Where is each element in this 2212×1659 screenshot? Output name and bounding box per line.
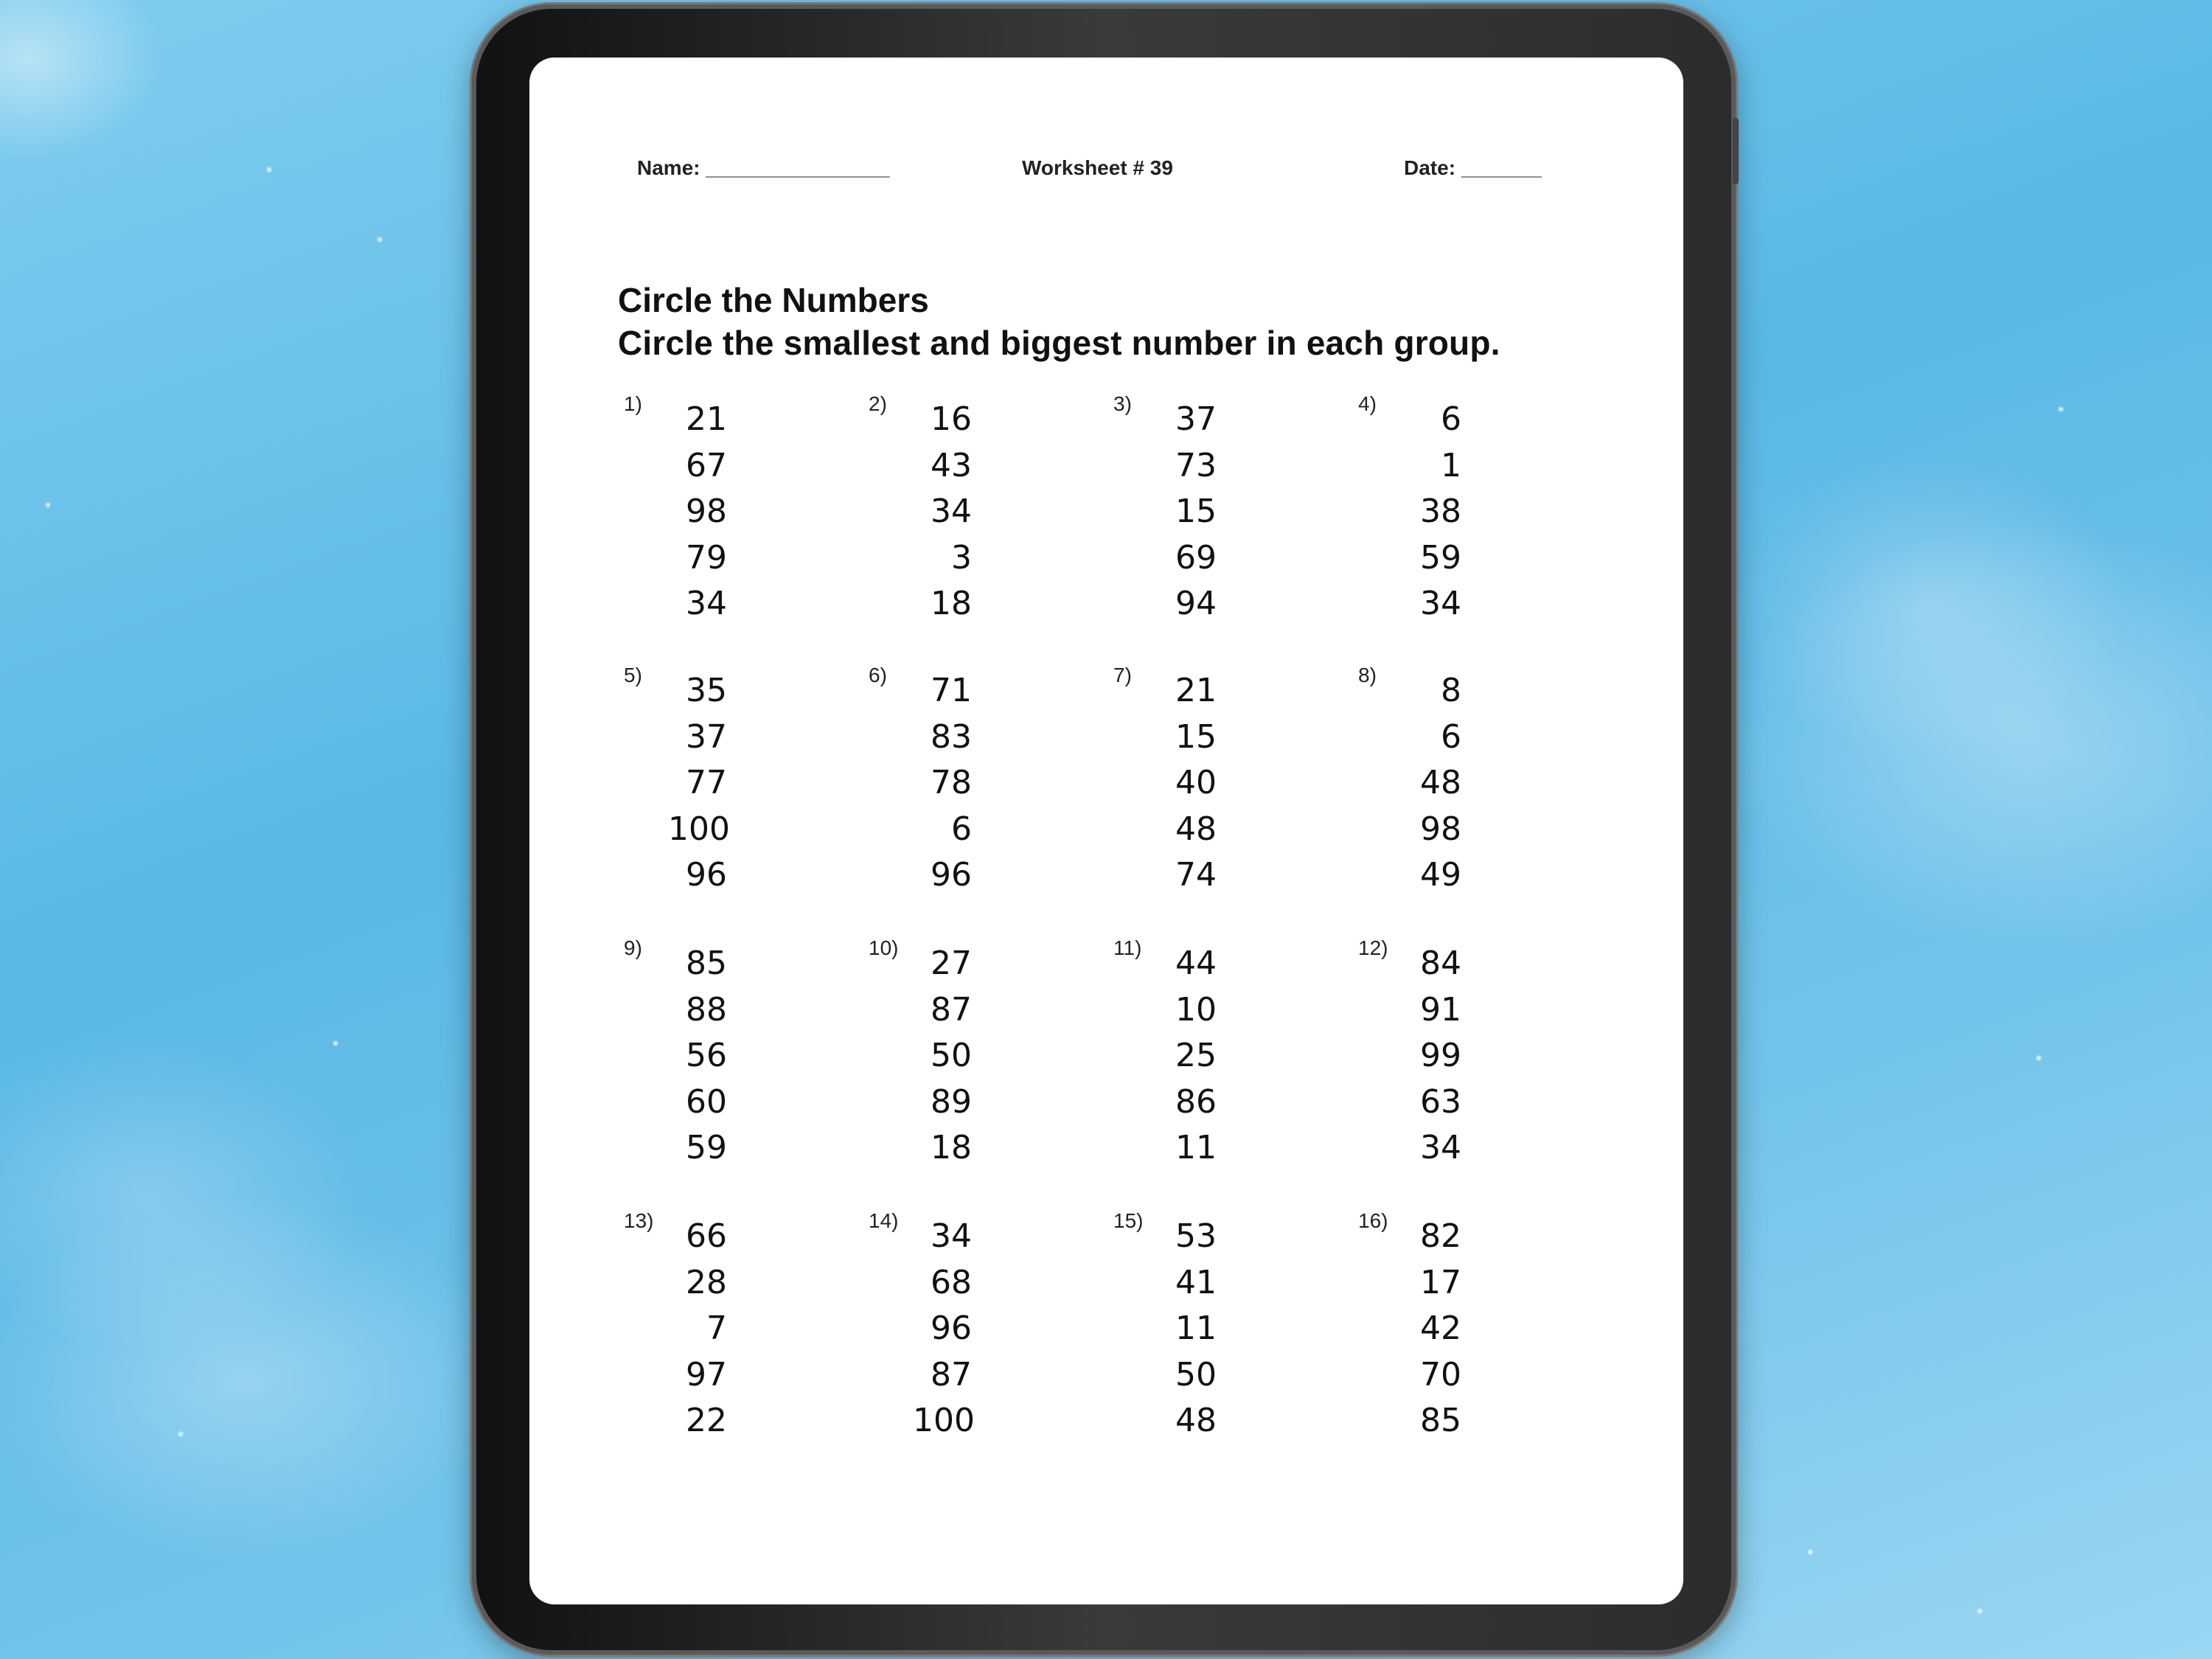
name-field-label: Name: ________________ bbox=[637, 156, 890, 179]
number-item[interactable]: 83 bbox=[931, 717, 972, 756]
number-item[interactable]: 89 bbox=[931, 1082, 972, 1121]
number-item[interactable]: 21 bbox=[1175, 672, 1217, 709]
problem-number: 14) bbox=[869, 1209, 899, 1232]
number-item[interactable]: 16 bbox=[931, 400, 972, 438]
number-item[interactable]: 3 bbox=[951, 538, 972, 577]
number-list bbox=[913, 1214, 975, 1444]
problem-number: 2) bbox=[869, 392, 887, 415]
number-item[interactable]: 100 bbox=[913, 1402, 975, 1439]
date-field-label: Date: _______ bbox=[1404, 156, 1542, 179]
number-item[interactable]: 82 bbox=[1420, 1217, 1461, 1255]
number-item[interactable]: 87 bbox=[931, 1355, 972, 1394]
number-item[interactable]: 86 bbox=[1175, 1082, 1217, 1121]
number-list bbox=[1158, 1214, 1217, 1444]
problem-number: 16) bbox=[1358, 1209, 1388, 1232]
problem-number: 7) bbox=[1113, 664, 1132, 686]
problem-number: 1) bbox=[624, 392, 642, 415]
sparkle bbox=[1806, 1548, 1814, 1556]
number-item[interactable]: 59 bbox=[1420, 538, 1461, 577]
number-item[interactable]: 37 bbox=[686, 717, 727, 756]
number-list bbox=[1402, 668, 1461, 899]
number-item[interactable]: 48 bbox=[1175, 1402, 1217, 1439]
number-item[interactable]: 18 bbox=[931, 1129, 972, 1166]
number-item[interactable]: 28 bbox=[686, 1263, 727, 1301]
sparkle bbox=[376, 236, 383, 243]
number-item[interactable]: 1 bbox=[1441, 446, 1461, 484]
number-list bbox=[668, 1214, 727, 1444]
problem-number: 5) bbox=[624, 664, 642, 686]
number-item[interactable]: 66 bbox=[686, 1217, 727, 1255]
number-list bbox=[1158, 941, 1217, 1172]
number-item[interactable]: 79 bbox=[686, 538, 727, 577]
number-item[interactable]: 50 bbox=[931, 1037, 972, 1074]
number-list bbox=[668, 397, 727, 627]
worksheet-number: Worksheet # 39 bbox=[1022, 156, 1173, 179]
sparkle bbox=[177, 1430, 184, 1438]
number-item[interactable]: 78 bbox=[931, 764, 972, 801]
number-item[interactable]: 67 bbox=[686, 446, 727, 484]
number-item[interactable]: 87 bbox=[931, 990, 972, 1029]
number-item[interactable]: 37 bbox=[1175, 400, 1217, 438]
number-item[interactable]: 43 bbox=[931, 446, 972, 484]
number-list bbox=[1402, 941, 1461, 1172]
number-item[interactable]: 85 bbox=[686, 945, 727, 982]
sparkle bbox=[2035, 1054, 2042, 1062]
number-item[interactable]: 27 bbox=[931, 945, 972, 982]
problem-number: 4) bbox=[1358, 392, 1377, 415]
number-item[interactable]: 96 bbox=[931, 1310, 972, 1347]
number-item[interactable]: 59 bbox=[686, 1129, 727, 1166]
number-item[interactable]: 88 bbox=[686, 990, 727, 1029]
number-item[interactable]: 18 bbox=[931, 585, 972, 622]
number-list bbox=[913, 397, 972, 627]
number-item[interactable]: 77 bbox=[686, 764, 727, 801]
number-item[interactable]: 96 bbox=[931, 856, 972, 894]
number-item[interactable]: 44 bbox=[1175, 945, 1217, 982]
number-item[interactable]: 40 bbox=[1175, 764, 1217, 801]
number-item[interactable]: 41 bbox=[1175, 1263, 1217, 1301]
problem-number: 10) bbox=[869, 936, 899, 959]
number-list bbox=[1158, 397, 1217, 627]
number-item[interactable]: 63 bbox=[1420, 1082, 1461, 1121]
number-list bbox=[1402, 1214, 1461, 1444]
number-item[interactable]: 84 bbox=[1420, 945, 1461, 982]
number-item[interactable]: 98 bbox=[1420, 810, 1461, 848]
problem-number: 12) bbox=[1358, 936, 1388, 959]
number-item[interactable]: 38 bbox=[1420, 493, 1461, 530]
number-item[interactable]: 56 bbox=[686, 1037, 727, 1074]
number-item[interactable]: 6 bbox=[1441, 717, 1461, 756]
tablet-device bbox=[472, 4, 1736, 1655]
number-list bbox=[668, 941, 727, 1172]
number-item[interactable]: 11 bbox=[1175, 1310, 1217, 1347]
number-list bbox=[1158, 668, 1217, 899]
number-item[interactable]: 6 bbox=[951, 810, 972, 848]
number-item[interactable]: 74 bbox=[1175, 856, 1217, 894]
worksheet-title: Circle the Numbers bbox=[618, 281, 929, 319]
number-list bbox=[913, 941, 972, 1172]
number-item[interactable]: 99 bbox=[1420, 1037, 1461, 1074]
number-item[interactable]: 48 bbox=[1420, 764, 1461, 801]
number-item[interactable]: 17 bbox=[1420, 1263, 1461, 1301]
number-item[interactable]: 21 bbox=[686, 400, 727, 438]
number-item[interactable]: 94 bbox=[1175, 585, 1217, 622]
number-item[interactable]: 8 bbox=[1441, 672, 1461, 709]
number-item[interactable]: 48 bbox=[1175, 810, 1217, 848]
number-item[interactable]: 34 bbox=[1420, 585, 1461, 622]
number-item[interactable]: 11 bbox=[1175, 1129, 1217, 1166]
number-item[interactable]: 34 bbox=[686, 585, 727, 622]
worksheet-screen bbox=[529, 58, 1683, 1604]
problem-number: 3) bbox=[1113, 392, 1132, 415]
number-item[interactable]: 34 bbox=[931, 1217, 972, 1255]
problem-number: 15) bbox=[1113, 1209, 1144, 1232]
problem-number: 6) bbox=[869, 664, 887, 686]
number-item[interactable]: 15 bbox=[1175, 493, 1217, 530]
number-item[interactable]: 22 bbox=[686, 1402, 727, 1439]
number-item[interactable]: 100 bbox=[668, 810, 730, 848]
number-item[interactable]: 91 bbox=[1420, 990, 1461, 1029]
number-item[interactable]: 97 bbox=[686, 1355, 727, 1394]
number-item[interactable]: 15 bbox=[1175, 717, 1217, 756]
number-item[interactable]: 71 bbox=[931, 672, 972, 709]
tablet-side-button bbox=[1733, 118, 1739, 184]
number-item[interactable]: 98 bbox=[686, 493, 727, 530]
number-list bbox=[1402, 397, 1461, 627]
sparkle bbox=[332, 1040, 339, 1047]
number-item[interactable]: 60 bbox=[686, 1082, 727, 1121]
problem-number: 8) bbox=[1358, 664, 1377, 686]
number-item[interactable]: 6 bbox=[1441, 400, 1461, 438]
number-item[interactable]: 35 bbox=[686, 672, 727, 709]
problem-number: 9) bbox=[624, 936, 642, 959]
number-item[interactable]: 70 bbox=[1420, 1355, 1461, 1394]
number-list bbox=[913, 668, 972, 899]
number-item[interactable]: 96 bbox=[686, 856, 727, 894]
problem-number: 11) bbox=[1113, 936, 1142, 959]
number-item[interactable]: 10 bbox=[1175, 990, 1217, 1029]
number-item[interactable]: 25 bbox=[1175, 1037, 1217, 1074]
number-item[interactable]: 73 bbox=[1175, 446, 1217, 484]
worksheet-instructions: Circle the smallest and biggest number in each group. bbox=[618, 324, 1500, 362]
number-item[interactable]: 68 bbox=[931, 1263, 972, 1301]
number-item[interactable]: 7 bbox=[706, 1310, 727, 1347]
sparkle bbox=[1976, 1607, 1983, 1615]
sparkle bbox=[44, 501, 52, 509]
number-item[interactable]: 42 bbox=[1420, 1310, 1461, 1347]
number-item[interactable]: 85 bbox=[1420, 1402, 1461, 1439]
number-item[interactable]: 53 bbox=[1175, 1217, 1217, 1255]
number-item[interactable]: 50 bbox=[1175, 1355, 1217, 1394]
sparkle bbox=[265, 166, 273, 173]
number-item[interactable]: 69 bbox=[1175, 538, 1217, 577]
number-item[interactable]: 34 bbox=[1420, 1129, 1461, 1166]
number-item[interactable]: 34 bbox=[931, 493, 972, 530]
sparkle bbox=[2057, 406, 2065, 413]
number-list bbox=[668, 668, 730, 899]
number-item[interactable]: 49 bbox=[1420, 856, 1461, 894]
problem-number: 13) bbox=[624, 1209, 654, 1232]
